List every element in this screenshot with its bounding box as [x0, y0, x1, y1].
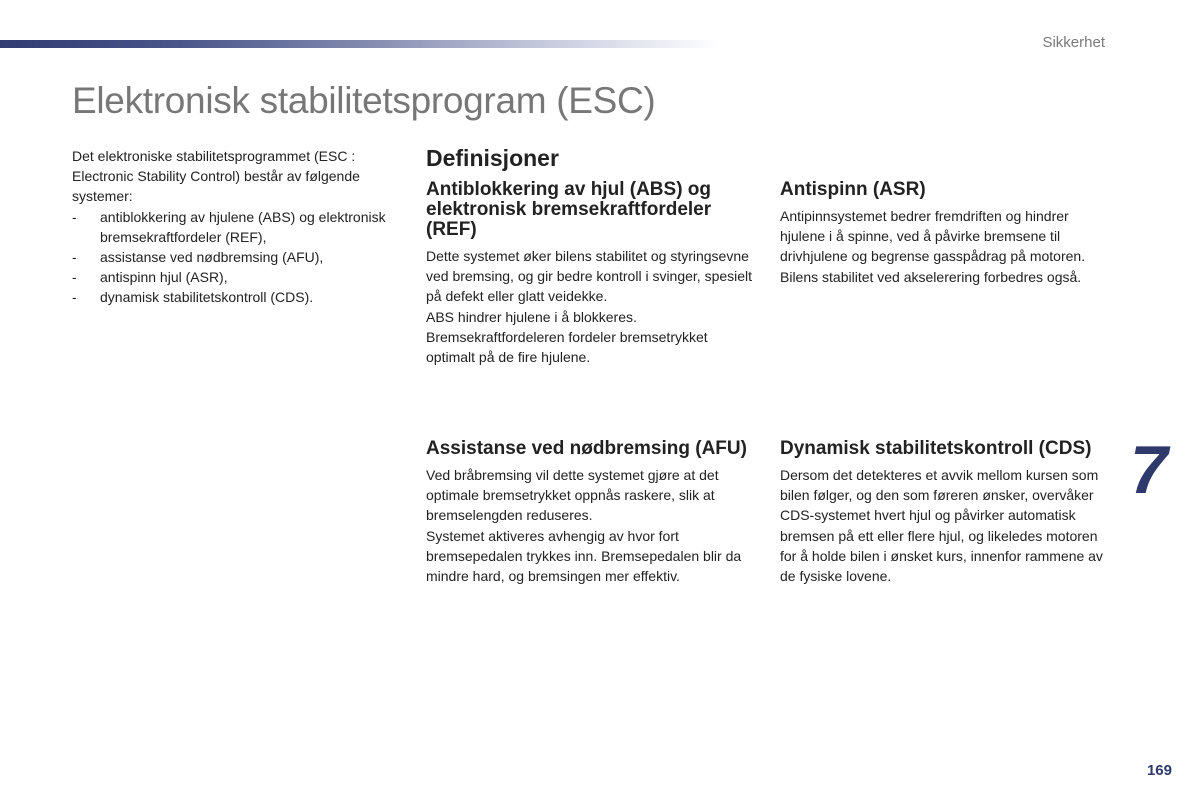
- afu-heading: Assistanse ved nødbremsing (AFU): [426, 438, 747, 459]
- asr-heading: Antispinn (ASR): [780, 179, 926, 200]
- abs-heading: Antiblokkering av hjul (ABS) og elektronisk bremsekraftfordeler (REF): [426, 179, 712, 240]
- afu-definition: [426, 439, 756, 586]
- abs-definition: [426, 180, 756, 367]
- abs-paragraph: ABS hindrer hjulene i å blokkeres.: [426, 308, 637, 325]
- cds-heading: Dynamisk stabilitetskontroll (CDS): [780, 438, 1092, 459]
- intro-section: [72, 146, 402, 308]
- afu-paragraph: Systemet aktiveres avhengig av hvor fort bremsepedalen trykkes inn. Bremsepedalen blir da mindre hard, og bremsingen mer effektiv.: [426, 527, 742, 585]
- chapter-number: 7: [1130, 432, 1168, 508]
- intro-text: Det elektroniske stabilitetsprogrammet (ESC : Electronic Stability Control) består av følgende systemer:: [72, 148, 360, 205]
- page-number: 169: [1146, 762, 1172, 779]
- cds-paragraph: Dersom det detekteres et avvik mellom kursen som bilen følger, og den som føreren ønsker, overvåker CDS-systemet hvert hjul og påvirker automatisk bremsen på ett eller flere hjul, og likeledes motoren for å holde bilen i ønsket kurs, innenfor rammene av de fysiske lovene.: [780, 467, 1103, 585]
- page-title: Elektronisk stabilitetsprogram (ESC): [72, 80, 656, 121]
- cds-definition: [780, 439, 1110, 586]
- section-label: Sikkerhet: [1042, 34, 1105, 51]
- list-item: - assistanse ved nødbremsing (AFU),: [72, 249, 324, 266]
- intro-list: [72, 207, 402, 308]
- abs-paragraph: Bremsekraftfordeleren fordeler bremsetrykket optimalt på de fire hjulene.: [426, 328, 708, 366]
- list-item: - antiblokkering av hjulene (ABS) og elektronisk bremsekraftfordeler (REF),: [72, 208, 386, 245]
- abs-paragraph: Dette systemet øker bilens stabilitet og styringsevne ved bremsing, og gir bedre kontroll i svinger, spesielt på defekt eller glatt veidekke.: [426, 248, 753, 305]
- afu-paragraph: Ved bråbremsing vil dette systemet gjøre at det optimale bremsetrykket oppnås raskere, slik at bremselengden reduseres.: [426, 467, 719, 524]
- header-gradient-bar: [0, 40, 720, 48]
- list-item: - antispinn hjul (ASR),: [72, 269, 228, 286]
- asr-definition: [780, 180, 1110, 287]
- asr-paragraph: Antipinnsystemet bedrer fremdriften og hindrer hjulene i å spinne, ved å påvirke bremsene til drivhjulene og begrense gasspådrag på motoren. Bilens stabilitet ved akselerering forbedres også.: [780, 208, 1086, 285]
- definitions-heading: Definisjoner: [426, 145, 559, 171]
- list-item: - dynamisk stabilitetskontroll (CDS).: [72, 289, 314, 306]
